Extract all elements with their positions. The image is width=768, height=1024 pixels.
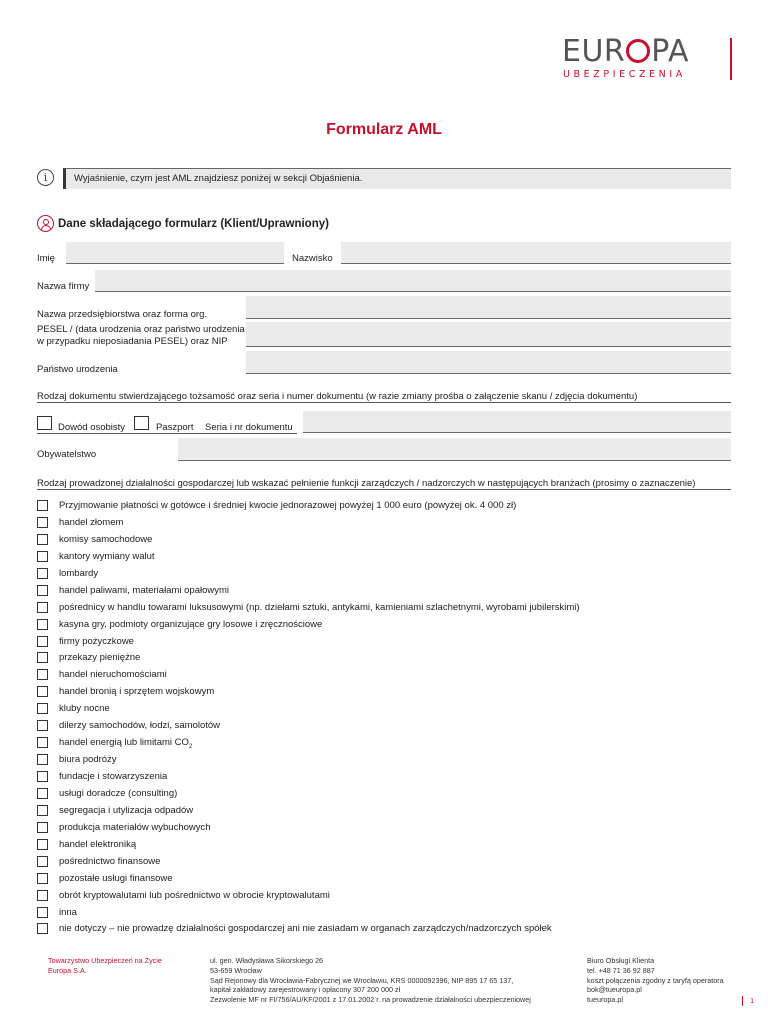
- divider-line: [37, 433, 297, 434]
- industry-checkbox[interactable]: [37, 568, 48, 579]
- industry-label: handel energią lub limitami $CO_2$: [59, 737, 193, 751]
- list-item[interactable]: [37, 684, 737, 701]
- industry-checkbox[interactable]: [37, 907, 48, 918]
- footer-line: Towarzystwo Ubezpieczeń na Życie: [48, 956, 162, 965]
- list-item[interactable]: [37, 701, 737, 718]
- industry-label: segregacja i utylizacja odpadów: [59, 804, 194, 816]
- industry-label: handel złomem: [59, 516, 124, 528]
- footer-line: Sąd Rejonowy dla Wrocławia-Fabrycznej we Wrocławiu, KRS 0000092396, NIP 895 17 65 137,: [210, 975, 514, 985]
- industry-checkbox[interactable]: [37, 602, 48, 613]
- industry-checkbox[interactable]: [37, 873, 48, 884]
- list-item[interactable]: [37, 634, 737, 651]
- list-item[interactable]: [37, 498, 737, 515]
- industry-checkbox[interactable]: [37, 890, 48, 901]
- list-item[interactable]: [37, 735, 737, 752]
- paszport-checkbox[interactable]: [134, 416, 149, 430]
- industry-label: Przyjmowanie płatności w gotówce i średniej kwocie jednorazowej powyżej 1 000 euro (powyżej ok. 4 000 zł): [59, 500, 517, 511]
- panstwo-urodzenia-field[interactable]: [246, 351, 731, 374]
- list-item[interactable]: [37, 532, 737, 549]
- industry-label: produkcja materiałów wybuchowych: [59, 821, 211, 833]
- nazwisko-field[interactable]: [341, 242, 731, 264]
- industry-label: kasyna gry, podmioty organizujące gry losowe i zręcznościowe: [59, 618, 323, 630]
- nazwa-przedsiebiorstwa-field[interactable]: [246, 296, 731, 319]
- list-item[interactable]: [37, 667, 737, 684]
- footer-contact: [587, 956, 737, 1005]
- list-item[interactable]: [37, 650, 737, 667]
- industry-checkbox[interactable]: [37, 500, 48, 511]
- industry-label: handel elektroniką: [59, 838, 137, 850]
- footer-line: ul. gen. Władysława Sikorskiego 26: [210, 956, 324, 965]
- label-imie: Imię: [37, 253, 55, 264]
- industry-checkbox[interactable]: [37, 720, 48, 731]
- obywatelstwo-field[interactable]: [178, 438, 731, 461]
- industry-checkbox[interactable]: [37, 788, 48, 799]
- list-item[interactable]: [37, 600, 737, 617]
- list-item[interactable]: [37, 820, 737, 837]
- info-icon: i: [37, 169, 54, 186]
- industry-label: obrót kryptowalutami lub pośrednictwo w obrocie kryptowalutami: [59, 889, 330, 901]
- footer-line[interactable]: bok@tueuropa.pl: [587, 985, 642, 995]
- footer-line: 53-659 Wrocław: [210, 965, 262, 975]
- industry-label: handel paliwami, materiałami opałowymi: [59, 584, 230, 596]
- logo-subtitle: UBEZPIECZENIA: [563, 69, 686, 80]
- label-rodzaj-dokumentu: Rodzaj dokumentu stwierdzającego tożsamość oraz seria i numer dokumentu (w razie zmiany prośba o załączenie skanu / zdjęcia dokumentu): [37, 391, 638, 402]
- label-obywatelstwo: Obywatelstwo: [37, 449, 97, 460]
- list-item[interactable]: [37, 769, 737, 786]
- label-pesel-line2: w przypadku nieposiadania PESEL) oraz NIP: [37, 336, 228, 347]
- label-paszport: Paszport: [156, 422, 194, 433]
- industry-checkbox[interactable]: [37, 703, 48, 714]
- industry-label: dilerzy samochodów, łodzi, samolotów: [59, 720, 221, 732]
- imie-field[interactable]: [66, 242, 284, 264]
- list-item[interactable]: [37, 905, 737, 922]
- label-panstwo-urodzenia: Państwo urodzenia: [37, 364, 118, 375]
- label-seria: Seria i nr dokumentu: [205, 422, 293, 433]
- list-item[interactable]: [37, 854, 737, 871]
- industry-label: lombardy: [59, 567, 99, 579]
- industry-checkbox[interactable]: [37, 839, 48, 850]
- list-item[interactable]: [37, 752, 737, 769]
- industry-label: komisy samochodowe: [59, 533, 153, 545]
- logo-ring-icon: [626, 39, 650, 63]
- industry-label: nie dotyczy – nie prowadzę działalności gospodarczej ani nie zasiadam w organach zarządczych/nadzorczych spółek: [59, 923, 552, 935]
- page-title: Formularz AML: [326, 121, 442, 138]
- industry-checkbox[interactable]: [37, 771, 48, 782]
- nazwa-firmy-field[interactable]: [95, 270, 731, 292]
- list-item[interactable]: [37, 871, 737, 888]
- industry-label: handel nieruchomościami: [59, 669, 167, 681]
- industry-checkbox[interactable]: [37, 551, 48, 562]
- footer-line: tel. +48 71 36 92 887: [587, 965, 655, 975]
- industry-checkbox[interactable]: [37, 754, 48, 765]
- industry-label: handel bronią i sprzętem wojskowym: [59, 686, 215, 698]
- person-icon: [37, 215, 54, 232]
- industry-checkbox[interactable]: [37, 923, 48, 934]
- industry-checkbox[interactable]: [37, 856, 48, 867]
- footer-line: koszt połączenia zgodny z taryfą operatora: [587, 975, 724, 985]
- industry-checkbox[interactable]: [37, 517, 48, 528]
- co2-subscript: 2: [188, 744, 193, 751]
- label-nazwa-przedsiebiorstwa: Nazwa przedsiębiorstwa oraz forma org.: [37, 309, 208, 320]
- industry-label: firmy pożyczkowe: [59, 635, 134, 647]
- industry-label: usługi doradcze (consulting): [59, 787, 178, 799]
- industry-checkbox[interactable]: [37, 805, 48, 816]
- industry-checkbox[interactable]: [37, 636, 48, 647]
- label-nazwisko: Nazwisko: [292, 253, 333, 264]
- industry-checkbox[interactable]: [37, 652, 48, 663]
- industry-checkbox[interactable]: [37, 585, 48, 596]
- info-box: Wyjaśnienie, czym jest AML znajdziesz poniżej w sekcji Objaśnienia.: [63, 168, 731, 189]
- company-logo: [560, 36, 710, 82]
- list-item[interactable]: [37, 566, 737, 583]
- list-item[interactable]: [37, 549, 737, 566]
- seria-field[interactable]: [303, 411, 731, 433]
- list-item[interactable]: [37, 803, 737, 820]
- industry-checkbox[interactable]: [37, 737, 48, 748]
- logo-divider: [730, 38, 732, 80]
- list-item[interactable]: [37, 515, 737, 532]
- industry-checkbox[interactable]: [37, 669, 48, 680]
- footer-line: Europa S.A.: [48, 965, 87, 975]
- section-title: Dane składającego formularz (Klient/Uprawniony): [58, 218, 329, 230]
- footer-line: Biuro Obsługi Klienta: [587, 956, 655, 965]
- footer-line[interactable]: tueuropa.pl: [587, 995, 623, 1005]
- industry-label: przekazy pieniężne: [59, 652, 141, 664]
- label-branze: Rodzaj prowadzonej działalności gospodarczej lub wskazać pełnienie funkcji zarządczych / nadzorczych w następujących branżach (prosimy o zaznaczenie): [37, 478, 696, 489]
- footer-line: kapitał zakładowy zarejestrowany i opłacony 307 200 000 zł: [210, 985, 401, 995]
- industry-checkbox[interactable]: [37, 619, 48, 630]
- logo-wordmark: EUR PA: [562, 34, 689, 69]
- page-number: 1: [742, 996, 754, 1006]
- list-item[interactable]: [37, 786, 737, 803]
- industry-label: pośrednictwo finansowe: [59, 855, 161, 867]
- divider-line: [37, 402, 731, 403]
- footer-line: Zezwolenie MF nr FI/756/AU/KF/2001 z 17.01.2002 r. na prowadzenie działalności ubezpieczeniowej: [210, 995, 531, 1005]
- industry-label: pozostałe usługi finansowe: [59, 872, 173, 884]
- industry-checkbox[interactable]: [37, 686, 48, 697]
- industry-label: biura podróży: [59, 754, 117, 766]
- industry-label: kluby nocne: [59, 703, 110, 715]
- industry-label: fundacje i stowarzyszenia: [59, 771, 168, 782]
- divider-line: [37, 489, 731, 490]
- industry-checkbox[interactable]: [37, 822, 48, 833]
- list-item[interactable]: [37, 837, 737, 854]
- label-nazwa-firmy: Nazwa firmy: [37, 281, 90, 292]
- industry-label: kantory wymiany walut: [59, 550, 155, 562]
- list-item[interactable]: [37, 617, 737, 634]
- list-item[interactable]: [37, 921, 737, 938]
- industry-list: [37, 498, 737, 938]
- label-dowod: Dowód osobisty: [58, 422, 126, 433]
- list-item[interactable]: [37, 583, 737, 600]
- list-item[interactable]: [37, 718, 737, 735]
- industry-label: pośrednicy w handlu towarami luksusowymi (np. dziełami sztuki, antykami, kamieniami szlachetnymi, wyrobami jubilerskimi): [59, 601, 580, 613]
- label-pesel-line1: PESEL / (data urodzenia oraz państwo urodzenia: [37, 324, 245, 335]
- dowod-checkbox[interactable]: [37, 416, 52, 430]
- list-item[interactable]: [37, 888, 737, 905]
- footer-company: [48, 956, 188, 976]
- industry-label: inna: [59, 906, 77, 918]
- industry-checkbox[interactable]: [37, 534, 48, 545]
- footer-address: [210, 956, 570, 1005]
- pesel-field[interactable]: [246, 322, 731, 347]
